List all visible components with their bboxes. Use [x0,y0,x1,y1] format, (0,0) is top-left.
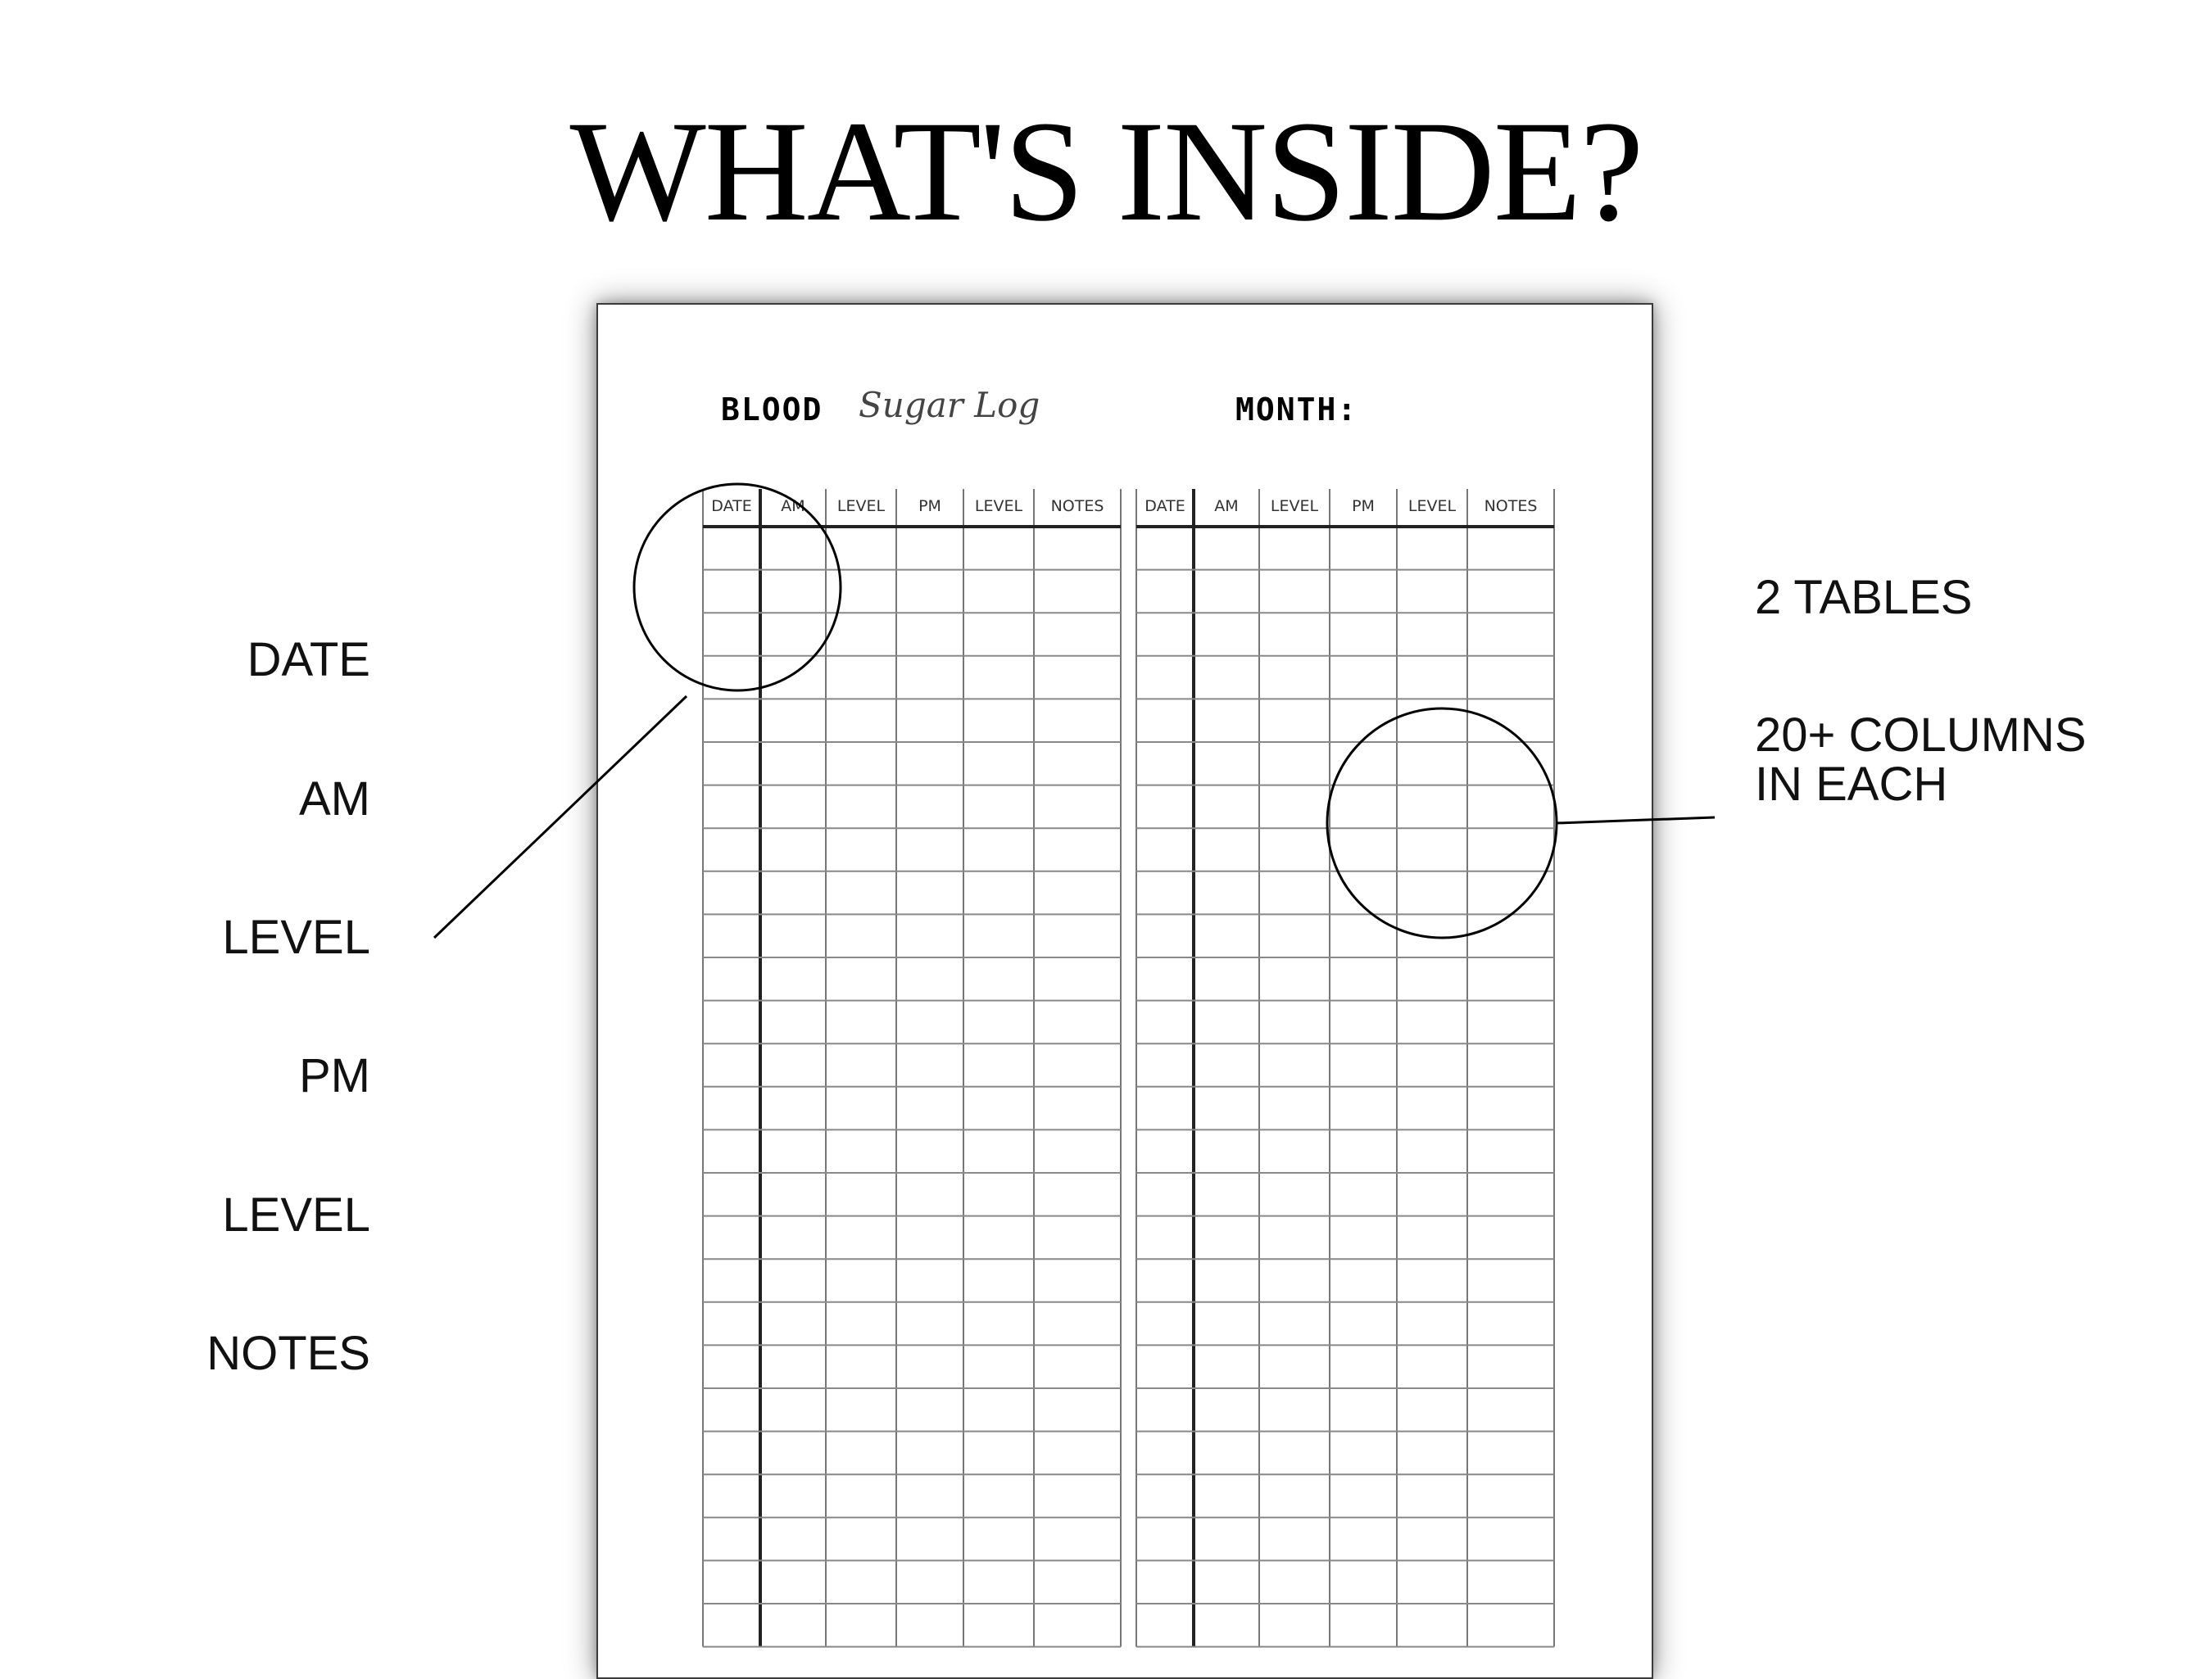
right-label-in-each: IN EACH [1755,758,1948,811]
table-1-header-am: AM [781,497,805,515]
left-label-level: LEVEL [222,911,370,964]
left-label-pm: PM [299,1049,370,1102]
page-heading: WHAT'S INSIDE? [569,92,1643,251]
table-2-header-pm: PM [1352,497,1375,515]
table-1-header-date: DATE [711,497,752,515]
table-2-header-am: AM [1214,497,1239,515]
callout-line-right [1557,817,1715,823]
table-1-header-notes: NOTES [1050,497,1104,515]
right-label-columns: 20+ COLUMNS [1755,708,2087,762]
log-title-script: Sugar Log [859,385,1040,425]
table-2-header-level: LEVEL [1270,497,1319,515]
table-1-header-level: LEVEL [836,497,886,515]
left-label-date: DATE [247,633,370,686]
left-label-notes: NOTES [206,1327,370,1380]
table-2-header-notes: NOTES [1484,497,1538,515]
left-label-level-2: LEVEL [222,1188,370,1242]
right-label-tables: 2 TABLES [1755,571,1973,624]
table-2-header-date: DATE [1145,497,1185,515]
log-title-bold: BLOOD [721,391,823,428]
month-label: MONTH: [1235,391,1358,428]
table-2-header-level: LEVEL [1407,497,1457,515]
table-1-header-pm: PM [918,497,941,515]
table-1-header-level: LEVEL [974,497,1023,515]
callout-line-left [434,696,687,938]
left-label-am: AM [299,772,370,826]
